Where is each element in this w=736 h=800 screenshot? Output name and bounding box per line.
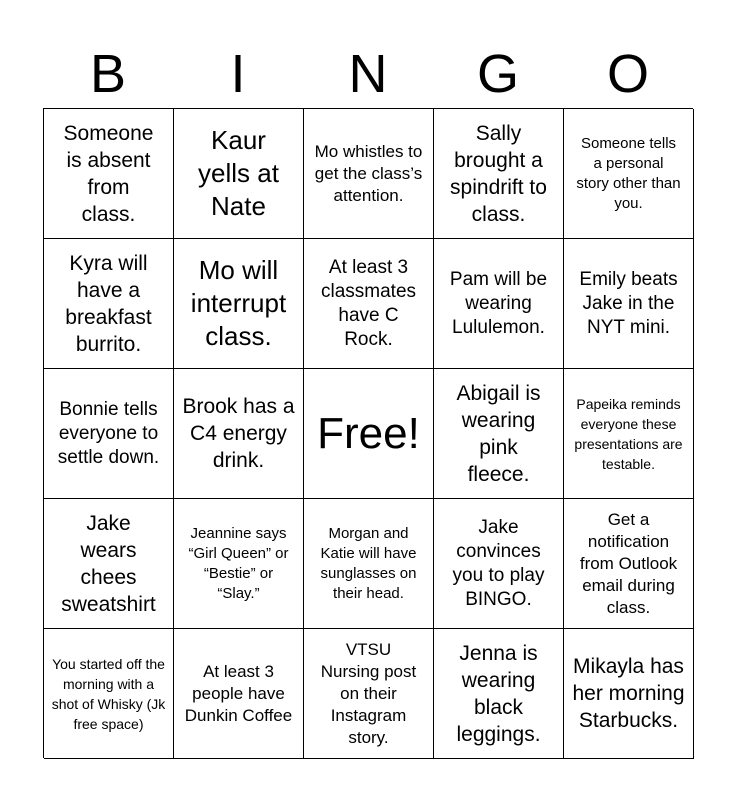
bingo-cell bbox=[44, 369, 174, 499]
bingo-cell bbox=[564, 109, 694, 239]
bingo-cell bbox=[304, 109, 434, 239]
cell-text: Someone is absent from class. bbox=[63, 121, 154, 226]
cell-text: Someone tells a personal story other than you. bbox=[576, 134, 681, 212]
bingo-cell bbox=[174, 109, 304, 239]
bingo-cell bbox=[434, 109, 564, 239]
bingo-cell bbox=[434, 239, 564, 369]
cell-text: VTSU Nursing post on their Instagram story. bbox=[320, 639, 417, 747]
cell-text: Sally brought a spindrift to class. bbox=[450, 121, 547, 226]
bingo-header bbox=[43, 40, 693, 108]
bingo-cell bbox=[174, 629, 304, 759]
cell-text: Pam will be wearing Lululemon. bbox=[449, 268, 548, 338]
bingo-cell bbox=[564, 369, 694, 499]
bingo-cell bbox=[44, 239, 174, 369]
cell-text: Jeannine says “Girl Queen” or “Bestie” or “Slay.” bbox=[188, 524, 289, 602]
header-letter-o: O bbox=[606, 44, 649, 104]
cell-text: Kaur yells at Nate bbox=[198, 125, 279, 221]
bingo-cell bbox=[434, 369, 564, 499]
bingo-card-grid bbox=[43, 108, 693, 758]
bingo-cell bbox=[564, 239, 694, 369]
bingo-cell bbox=[434, 629, 564, 759]
cell-text: At least 3 classmates have C Rock. bbox=[320, 256, 417, 350]
bingo-cell bbox=[44, 109, 174, 239]
bingo-cell bbox=[564, 499, 694, 629]
cell-text: Papeika reminds everyone these presentations are testable. bbox=[574, 395, 683, 472]
header-letter-i: I bbox=[230, 44, 246, 104]
bingo-cell bbox=[434, 499, 564, 629]
bingo-cell bbox=[304, 239, 434, 369]
cell-text: Jake wears chees sweatshirt bbox=[61, 511, 156, 616]
cell-text: Mo will interrupt class. bbox=[190, 255, 287, 351]
cell-text: Get a notification from Outlook email during class. bbox=[579, 509, 678, 617]
header-letter-b: B bbox=[89, 44, 127, 104]
cell-text: Brook has a C4 energy drink. bbox=[182, 395, 295, 472]
cell-text: Mo whistles to get the class’s attention. bbox=[314, 141, 423, 205]
cell-text: At least 3 people have Dunkin Coffee bbox=[184, 661, 293, 725]
cell-text: Emily beats Jake in the NYT mini. bbox=[579, 268, 678, 338]
cell-text: Bonnie tells everyone to settle down. bbox=[57, 398, 160, 468]
bingo-cell bbox=[44, 629, 174, 759]
bingo-cell bbox=[304, 499, 434, 629]
cell-text: Abigail is wearing pink fleece. bbox=[456, 381, 541, 486]
bingo-cell bbox=[44, 499, 174, 629]
cell-text: Kyra will have a breakfast burrito. bbox=[65, 251, 152, 356]
header-letter-n: N bbox=[348, 44, 388, 104]
free-space-text: Free! bbox=[317, 408, 420, 458]
cell-text: Jake convinces you to play BINGO. bbox=[452, 516, 545, 610]
bingo-cell bbox=[564, 629, 694, 759]
bingo-cell bbox=[174, 369, 304, 499]
header-letter-g: G bbox=[476, 44, 519, 104]
cell-text: Morgan and Katie will have sunglasses on their head. bbox=[320, 524, 417, 602]
cell-text: Jenna is wearing black leggings. bbox=[456, 641, 541, 746]
cell-text: Mikayla has her morning Starbucks. bbox=[572, 655, 685, 732]
free-space-cell bbox=[304, 369, 434, 499]
bingo-cell bbox=[304, 629, 434, 759]
bingo-cell bbox=[174, 499, 304, 629]
cell-text: You started off the morning with a shot of Whisky (Jk free space) bbox=[51, 655, 166, 732]
bingo-cell bbox=[174, 239, 304, 369]
